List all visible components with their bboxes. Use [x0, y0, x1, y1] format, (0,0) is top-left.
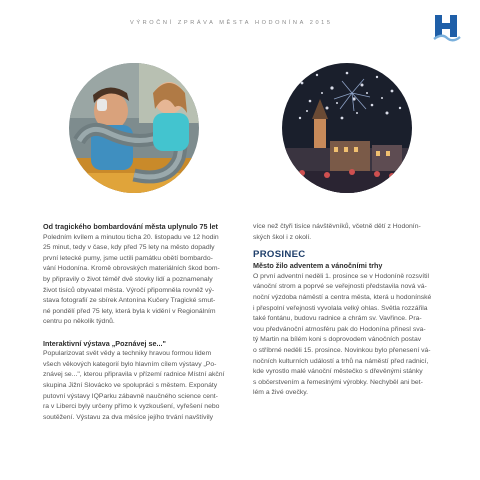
- text-line: také fontánu, budovu radnice a chrám sv. Vavřince. Pra-: [253, 315, 422, 323]
- text-line: více než čtyři tisíce návštěvníků, včetně dětí z Hodonín-: [253, 223, 421, 230]
- text-line: putovní výstavy IQParku zábavně naučného science cent-: [43, 392, 218, 400]
- text-line: vání Hodonína. Kromě obrovských materiálních škod bom-: [43, 265, 220, 273]
- text-line: o stříbrné neděli 15. prosince. Novinkou bylo přenesení vá-: [253, 346, 431, 354]
- logo-icon: [432, 12, 462, 44]
- text-line: ských škol i z okolí.: [253, 233, 312, 241]
- fireworks-photo: [282, 63, 412, 193]
- text-line: ra v Liberci byly určeny přímo k vyzkoušení, vyřešení nebo: [43, 403, 220, 411]
- text-line: stava fotografií ze sbírek Antonína Kučery Tragické smut-: [43, 297, 216, 305]
- text-line: i přespolní veřejnosti vyvolala velký ohlas. Světla rozzářila: [253, 304, 428, 312]
- text-line: tý Martin na bílém koni s doprovodem vánočních postav: [253, 336, 422, 344]
- text-line: nočních kulturních událostí a trhů na náměstí před radnicí,: [253, 357, 429, 365]
- text-line: Poledním kvílem a minutou ticha 20. listopadu ve 12 hodin: [43, 233, 219, 241]
- right-column: [253, 222, 438, 399]
- text-line: kde vyrostlo malé vánoční městečko s dřevěnými stánky: [253, 368, 423, 376]
- text-line: vou předvánoční atmosféru pak do Hodonína přinesl sva-: [253, 325, 426, 333]
- text-line: znávej se...", kterou připravila v přízemí radnice Místní akční: [43, 371, 225, 379]
- text-line: skupina Jižní Slovácko ve spolupráci s městem. Exponáty: [43, 381, 218, 389]
- children-photo: [69, 63, 199, 193]
- heading-advent: Město žilo adventem a vánočními trhy: [253, 261, 383, 271]
- text-line: O první adventní neděli 1. prosince se v Hodoníně rozsvítil: [253, 272, 430, 280]
- hodonin-logo: [432, 12, 462, 44]
- heading-bombardment: Od tragického bombardování města uplynulo 75 let: [43, 222, 218, 231]
- text-line: s občerstvením a řemeslnými výrobky. Nechyběl ani bet-: [253, 378, 423, 386]
- text-line: 25 minut, tedy v čase, kdy před 75 lety na město dopadly: [43, 244, 215, 252]
- heading-exhibition: Interaktivní výstava „Poznávej se...": [43, 338, 166, 348]
- text-line: né pondělí před 75 lety, která byla k vidění v Regionálním: [43, 307, 216, 315]
- section-title: PROSINEC: [253, 249, 306, 261]
- text-line: soutěžení. Výstavu za dva měsíce jejího trvání navštívily: [43, 413, 214, 421]
- text-line: by připravily o život téměř dvě stovky lidí a poznamenaly: [43, 275, 213, 283]
- text-line: život tisíců obyvatel města. Výročí připomněla rovněž vý-: [43, 286, 215, 294]
- text-line: první letecké pumy, jsme uctili památku obětí bombardo-: [43, 254, 213, 262]
- text-line: centru po několik týdnů.: [43, 318, 115, 326]
- text-line: noční výzdoba náměstí a centra města, která u hodonínské: [253, 293, 432, 301]
- page-header-title: VÝROČNÍ ZPRÁVA MĚSTA HODONÍNA 2015: [130, 20, 333, 26]
- text-line: lém a živé ovečky.: [253, 389, 309, 397]
- text-line: Popularizovat svět vědy a techniky hravou formou lidem: [43, 350, 212, 358]
- left-column: [43, 222, 228, 423]
- text-line: všech věkových kategorií bylo hlavním cílem výstavy „Po-: [43, 360, 217, 368]
- text-line: vánoční strom a poprvé se veřejnosti představila nová vá-: [253, 283, 427, 291]
